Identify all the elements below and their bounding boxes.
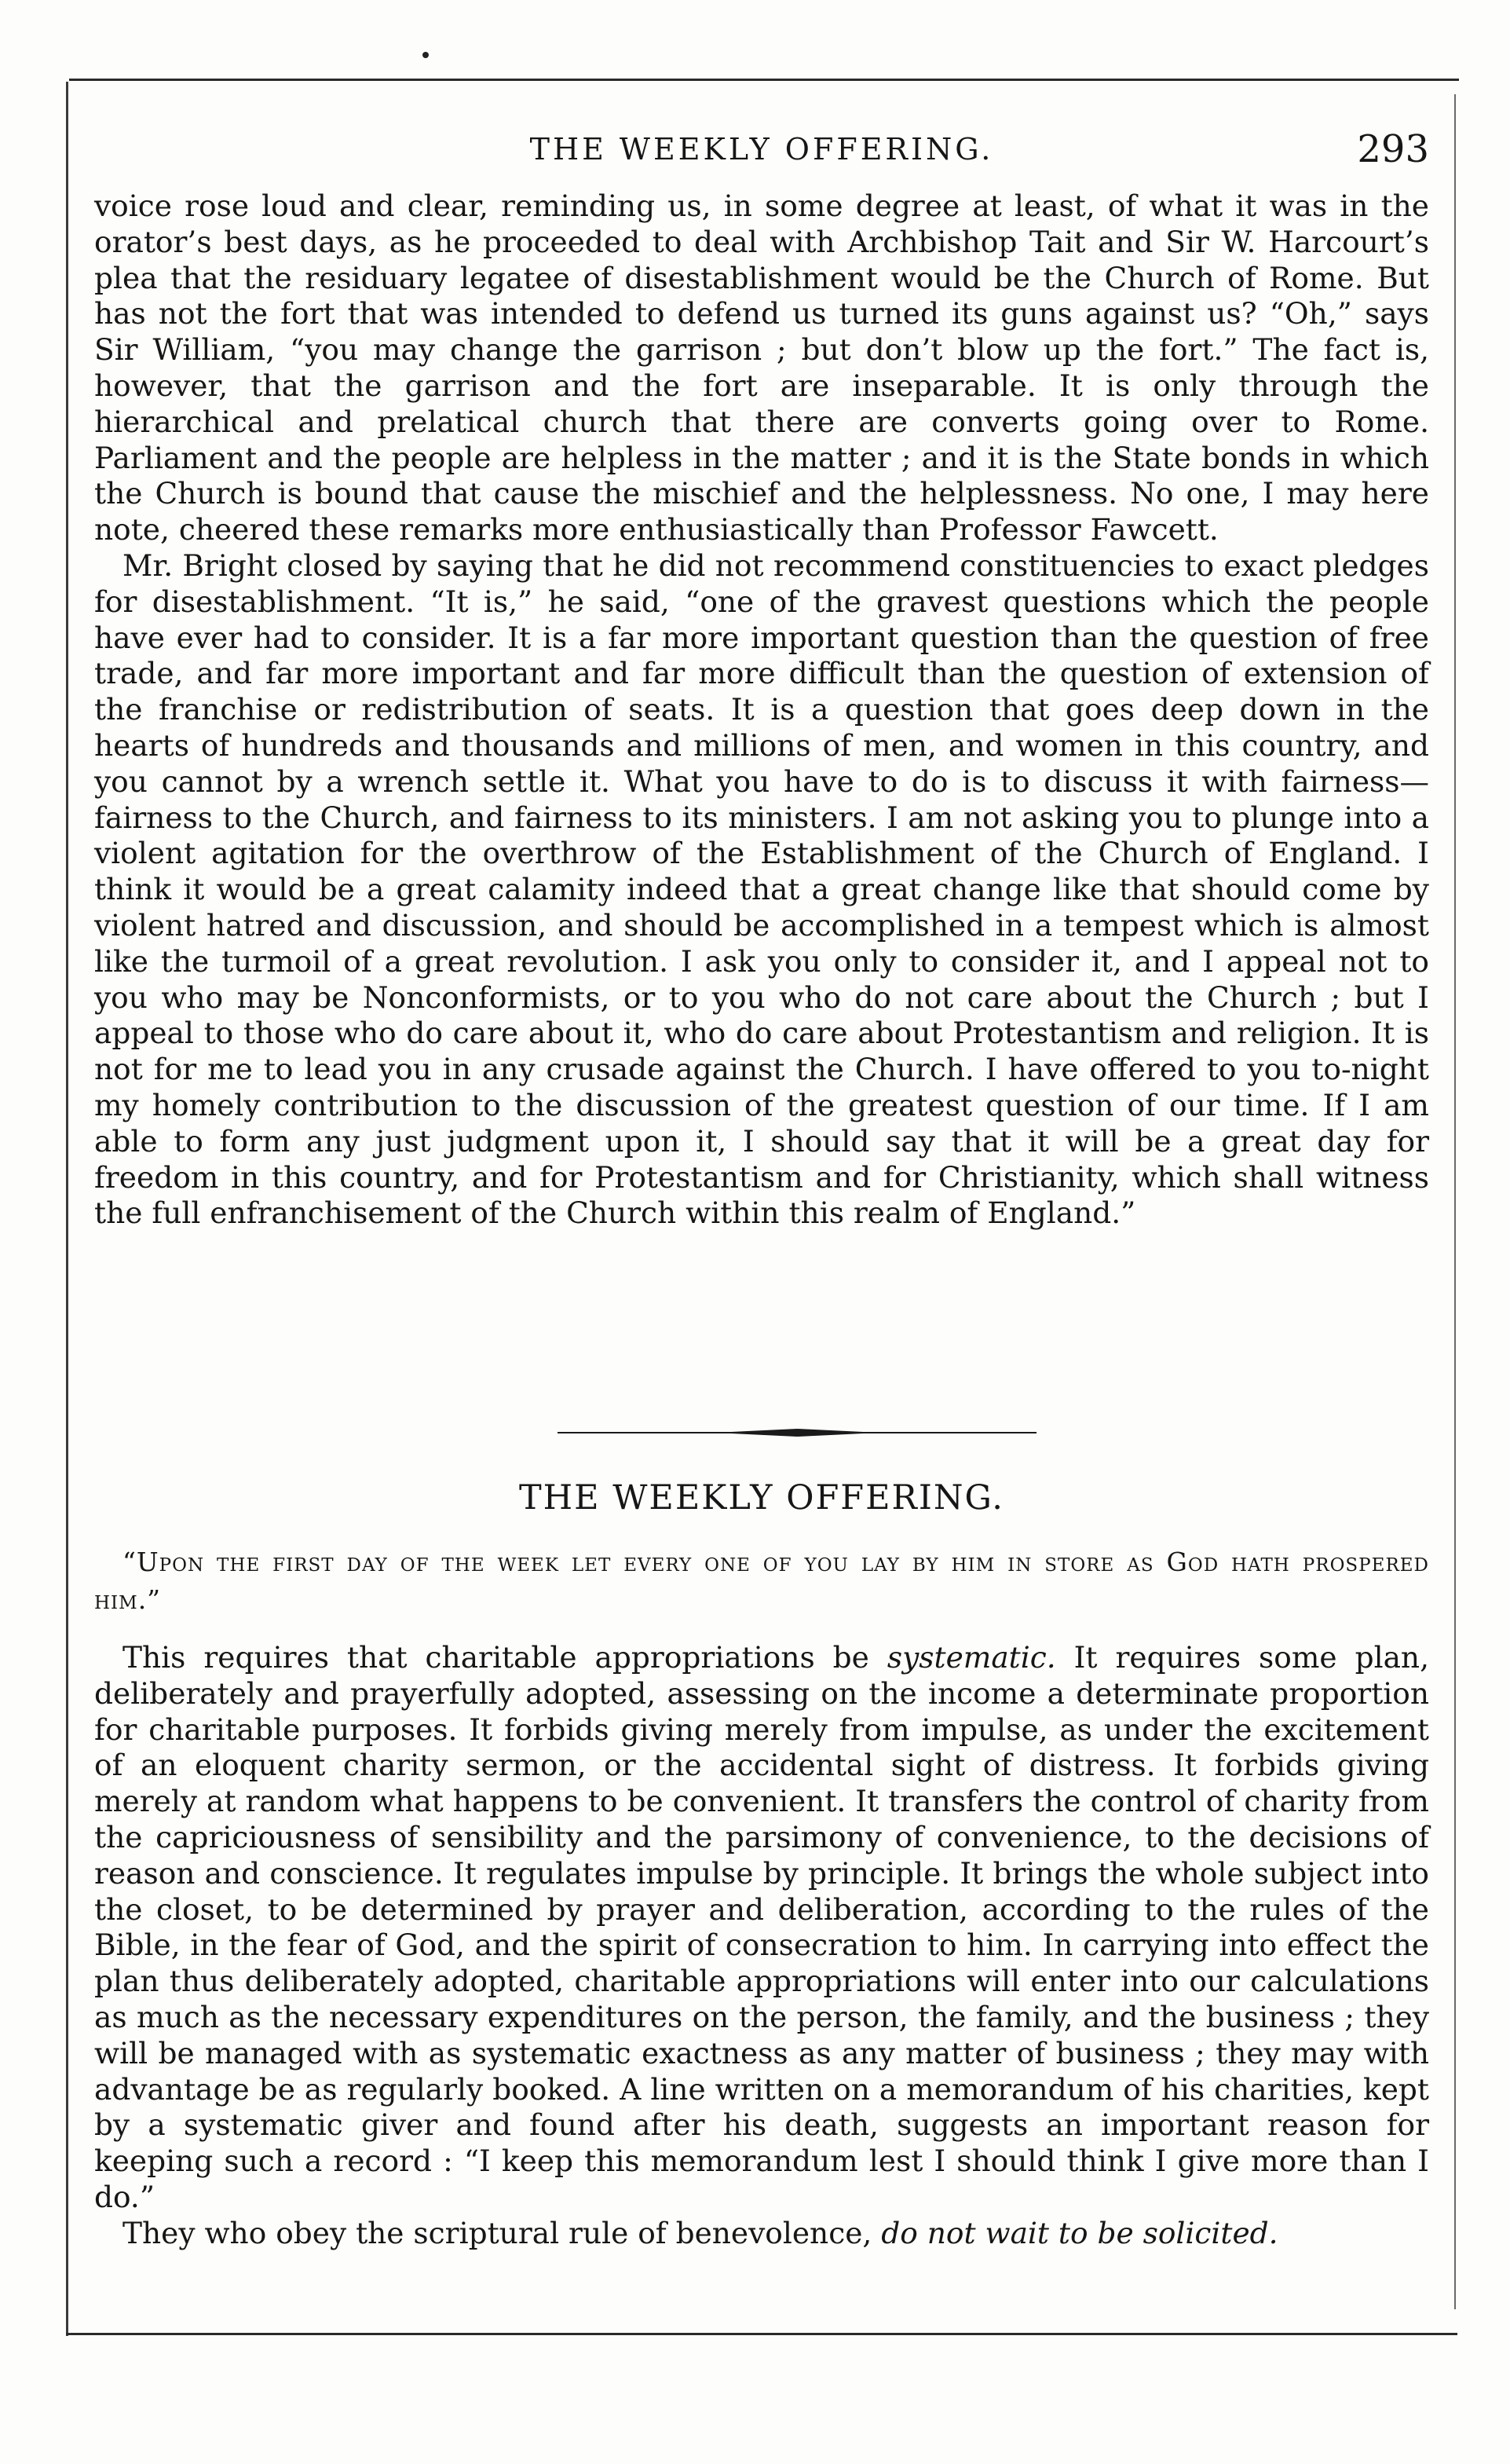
paragraph: voice rose loud and clear, reminding us, in some degree at least, of what it was in the orator’s best days, as he proceeded to deal with Archbishop Tait and Sir W. Harcourt’s plea that the residuary legatee of disestablishment would be the Church of Rome. But has not the fort that was intended to defend us turned its guns against us? “Oh,” says Sir William, “you may change the garrison ; but don’t blow up the fort.” The fact is, however, that the garrison and the fort are inseparable. It is only through the hierarchical and prelatical church that there are converts going over to Rome. Parliament and the people are helpless in the matter ; and it is the State bonds in which the Church is bound that cause the mischief and the helplessness. No one, I may here note, cheered these remarks more enthusiastically than Professor Fawcett. — [94, 189, 1429, 547]
text-run: This requires that charitable appropriations be — [122, 1640, 887, 1675]
emphasis: systematic. — [887, 1640, 1056, 1675]
running-head — [94, 127, 1429, 176]
text-run: It requires some plan, deliberately and prayerfully adopted, assessing on the income a determinate proportion for charitable purposes. It forbids giving merely from impulse, as under the excitement of an eloquent charity sermon, or the accidental sight of distress. It forbids giving merely at random what happens to be convenient. It transfers the control of charity from the capriciousness of sensibility and the parsimony of convenience, to the decisions of reason and conscience. It regulates impulse by principle. It brings the whole subject into the closet, to be determined by prayer and deliberation, according to the rules of the Bible, in the fear of God, and the spirit of consecration to him. In carrying into effect the plan thus deliberately adopted, charitable appropriations will enter into our calculations as much as the necessary expenditures on the person, the family, and the business ; they will be managed with as systematic exactness as any matter of business ; they may with advantage be as regularly booked. A line written on a memorandum of his charities, kept by a systematic giver and found after his death, suggests an important reason for keeping such a record : “I keep this memorandum lest I should think I give more than I do.” — [94, 1640, 1429, 2214]
section-title: THE WEEKLY OFFERING. — [519, 1478, 1004, 1518]
article-continuation — [94, 189, 1429, 1232]
paragraph — [94, 2216, 1429, 2252]
text-run: They who obey the scriptural rule of benevolence, — [122, 2215, 882, 2250]
emphasis: do not wait to be solicited. — [881, 2215, 1278, 2250]
ink-speck — [422, 52, 429, 58]
right-frame-line — [1454, 94, 1456, 2309]
page-number: 293 — [1357, 127, 1429, 171]
section-body — [94, 1640, 1429, 2252]
top-rule — [69, 79, 1459, 81]
paragraph: Mr. Bright closed by saying that he did not recommend constituencies to exact pledges for disestablishment. “It is,” he said, “one of the gravest questions which the people have ever had to consider. It is a far more important question than the question of free trade, and far more important and far more difficult than the question of extension of the franchise or redistribution of seats. It is a question that goes deep down in the hearts of hundreds and thousands and millions of men, and women in this country, and you cannot by a wrench settle it. What you have to do is to discuss it with fairness—fairness to the Church, and fairness to its ministers. I am not asking you to plunge into a violent agitation for the overthrow of the Establishment of the Church of England. I think it would be a great calamity indeed that a great change like that should come by violent hatred and discussion, and should be accomplished in a tempest which is almost like the turmoil of a great revolution. I ask you only to consider it, and I appeal not to you who may be Nonconformists, or to you who do not care about the Church ; but I appeal to those who do care about it, who do care about Protestantism and religion. It is not for me to lead you in any crusade against the Church. I have offered to you to-night my homely contribution to the discussion of the greatest question of our time. If I am able to form any just judgment upon it, I should say that it will be a great day for freedom in this country, and for Protestantism and for Christianity, which shall witness the full enfranchisement of the Church within this realm of England.” — [94, 547, 1429, 1231]
running-title: THE WEEKLY OFFERING. — [529, 132, 994, 167]
epigraph — [94, 1543, 1429, 1619]
epigraph-text: “Upon the first day of the week let every one of you lay by him in store as God hath prospered him.” — [94, 1547, 1429, 1615]
bottom-rule — [66, 2333, 1457, 2335]
left-frame-line — [66, 82, 68, 2336]
paragraph — [94, 1640, 1429, 2216]
section-divider — [558, 1428, 1037, 1437]
